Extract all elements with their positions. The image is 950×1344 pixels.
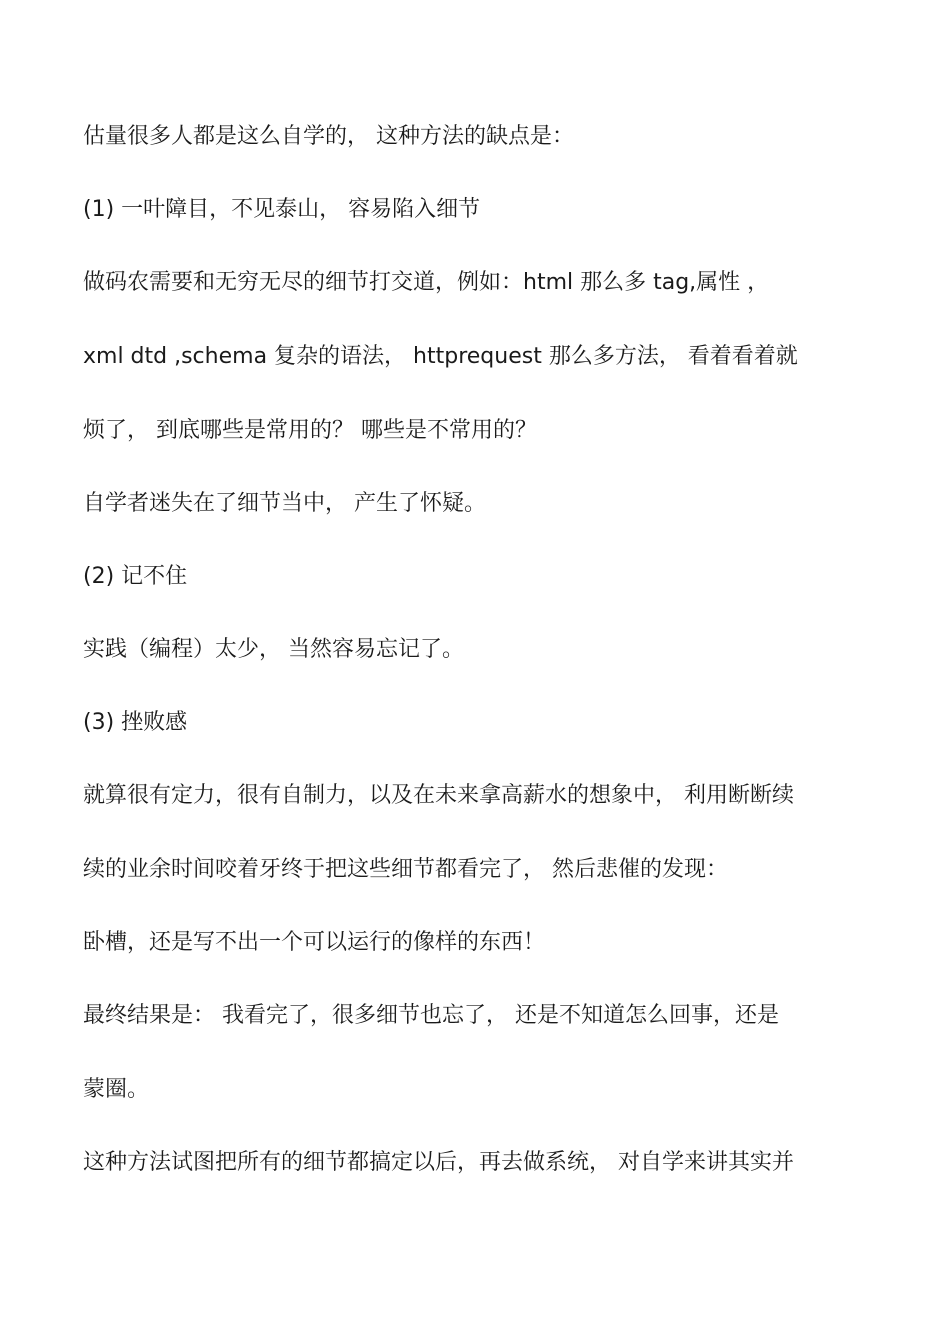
paragraph-result-line-2: 蒙圈。 bbox=[83, 1077, 150, 1102]
paragraph-details-line-1: 做码农需要和无穷无尽的细节打交道，例如：html 那么多 tag,属性 ， bbox=[83, 270, 770, 295]
paragraph-practice: 实践（编程）太少， 当然容易忘记了。 bbox=[83, 637, 464, 662]
paragraph-conclusion: 这种方法试图把所有的细节都搞定以后，再去做系统， 对自学来讲其实并 bbox=[83, 1150, 794, 1175]
paragraph-intro: 估量很多人都是这么自学的， 这种方法的缺点是： bbox=[83, 124, 574, 149]
paragraph-details-line-2: xml dtd ,schema 复杂的语法， httprequest 那么多方法， 看着看着就 bbox=[83, 344, 798, 369]
point-2-heading: (2) 记不住 bbox=[83, 564, 188, 589]
paragraph-details-line-3: 烦了， 到底哪些是常用的？ 哪些是不常用的？ bbox=[83, 418, 537, 443]
paragraph-exclamation: 卧槽，还是写不出一个可以运行的像样的东西！ bbox=[83, 930, 546, 955]
point-1-heading: (1) 一叶障目，不见泰山， 容易陷入细节 bbox=[83, 197, 481, 222]
point-3-heading: (3) 挫败感 bbox=[83, 710, 188, 735]
paragraph-lost: 自学者迷失在了细节当中， 产生了怀疑。 bbox=[83, 491, 486, 516]
paragraph-frustration-line-1: 就算很有定力，很有自制力，以及在未来拿高薪水的想象中， 利用断断续 bbox=[83, 783, 794, 808]
paragraph-frustration-line-2: 续的业余时间咬着牙终于把这些细节都看完了， 然后悲催的发现： bbox=[83, 857, 728, 882]
paragraph-result-line-1: 最终结果是： 我看完了，很多细节也忘了， 还是不知道怎么回事，还是 bbox=[83, 1003, 779, 1028]
